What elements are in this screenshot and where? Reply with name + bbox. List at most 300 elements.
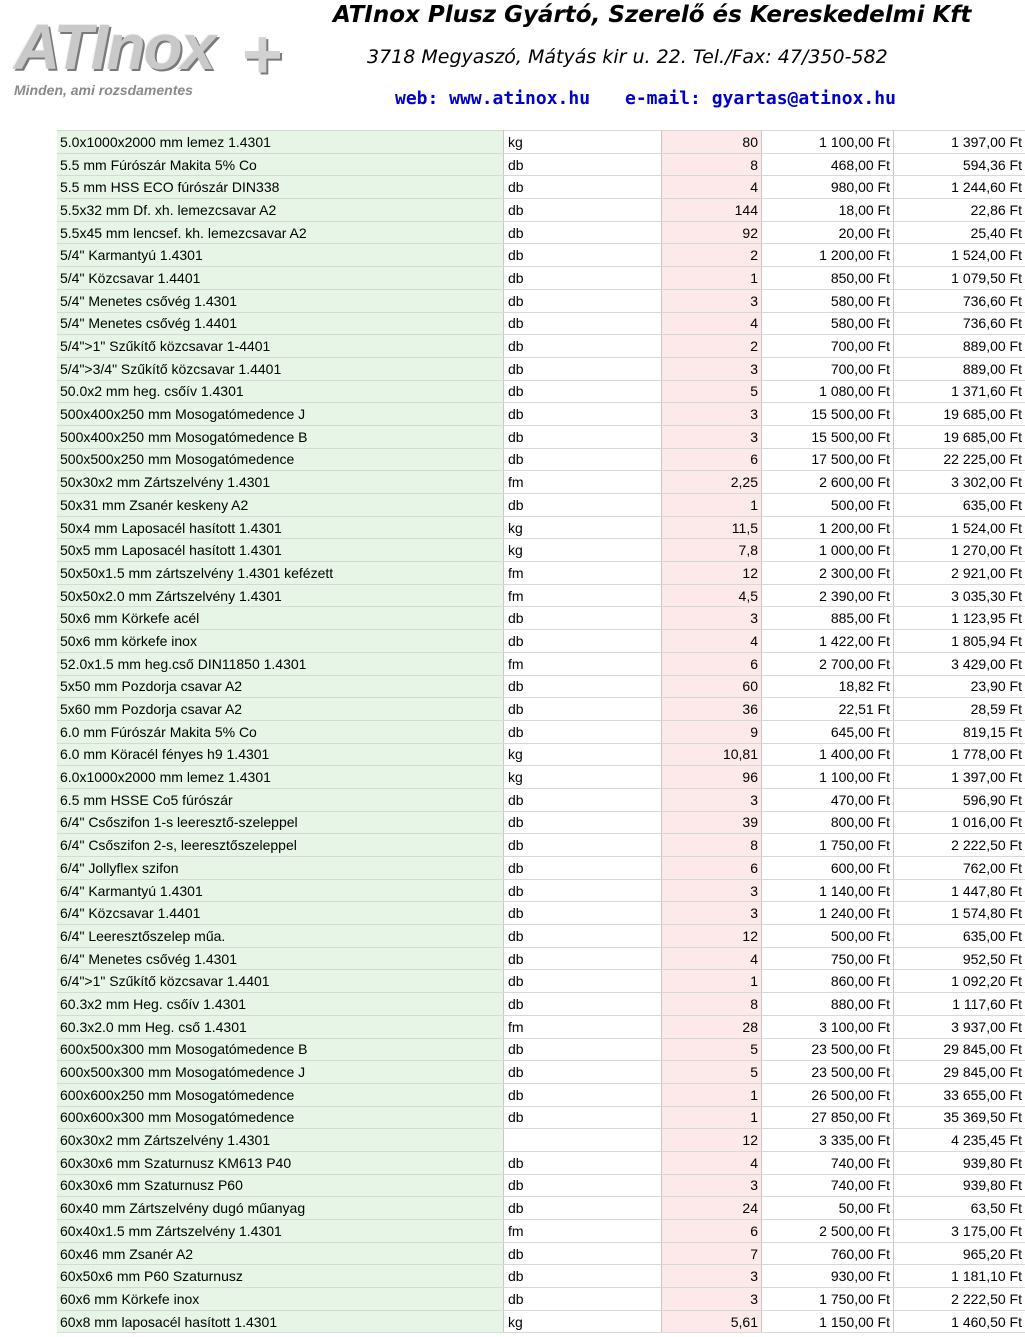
- product-name-cell: 50x30x2 mm Zártszelvény 1.4301: [57, 471, 504, 494]
- gross-price-cell: 22,86 Ft: [894, 199, 1025, 222]
- quantity-cell: 3: [662, 1265, 762, 1288]
- quantity-cell: 2: [662, 244, 762, 267]
- net-price-cell: 2 300,00 Ft: [762, 562, 894, 585]
- table-row: [57, 811, 1025, 834]
- quantity-cell: 4: [662, 1151, 762, 1174]
- product-name-cell: 50x5 mm Laposacél hasított 1.4301: [57, 539, 504, 562]
- quantity-cell: 5: [662, 380, 762, 403]
- quantity-cell: 9: [662, 720, 762, 743]
- product-name-cell: 500x400x250 mm Mosogatómedence J: [57, 403, 504, 426]
- table-row: [57, 380, 1025, 403]
- net-price-cell: 700,00 Ft: [762, 357, 894, 380]
- quantity-cell: 6: [662, 652, 762, 675]
- unit-cell: db: [504, 176, 662, 199]
- table-row: [57, 562, 1025, 585]
- quantity-cell: 80: [662, 131, 762, 154]
- table-row: [57, 675, 1025, 698]
- table-row: [57, 221, 1025, 244]
- gross-price-cell: 29 845,00 Ft: [894, 1061, 1025, 1084]
- quantity-cell: 8: [662, 834, 762, 857]
- net-price-cell: 23 500,00 Ft: [762, 1038, 894, 1061]
- gross-price-cell: 635,00 Ft: [894, 494, 1025, 517]
- table-row: [57, 766, 1025, 789]
- table-row: [57, 516, 1025, 539]
- quantity-cell: 92: [662, 221, 762, 244]
- net-price-cell: 750,00 Ft: [762, 947, 894, 970]
- product-name-cell: 5.5 mm HSS ECO fúrószár DIN338: [57, 176, 504, 199]
- unit-cell: db: [504, 1151, 662, 1174]
- quantity-cell: 144: [662, 199, 762, 222]
- table-row: [57, 857, 1025, 880]
- net-price-cell: 15 500,00 Ft: [762, 425, 894, 448]
- table-row: [57, 1265, 1025, 1288]
- website-link[interactable]: web: www.atinox.hu: [395, 88, 591, 109]
- quantity-cell: 3: [662, 879, 762, 902]
- quantity-cell: 4: [662, 947, 762, 970]
- net-price-cell: 600,00 Ft: [762, 857, 894, 880]
- unit-cell: db: [504, 1265, 662, 1288]
- product-name-cell: 6.0x1000x2000 mm lemez 1.4301: [57, 766, 504, 789]
- unit-cell: db: [504, 788, 662, 811]
- product-name-cell: 6.0 mm Fúrószár Makita 5% Co: [57, 720, 504, 743]
- net-price-cell: 26 500,00 Ft: [762, 1083, 894, 1106]
- quantity-cell: 6: [662, 857, 762, 880]
- unit-cell: db: [504, 698, 662, 721]
- gross-price-cell: 1 079,50 Ft: [894, 267, 1025, 290]
- gross-price-cell: 635,00 Ft: [894, 925, 1025, 948]
- gross-price-cell: 1 270,00 Ft: [894, 539, 1025, 562]
- product-name-cell: 60x6 mm Körkefe inox: [57, 1288, 504, 1311]
- net-price-cell: 3 335,00 Ft: [762, 1129, 894, 1152]
- net-price-cell: 885,00 Ft: [762, 607, 894, 630]
- product-name-cell: 6.5 mm HSSE Co5 fúrószár: [57, 788, 504, 811]
- gross-price-cell: 2 222,50 Ft: [894, 834, 1025, 857]
- net-price-cell: 1 080,00 Ft: [762, 380, 894, 403]
- gross-price-cell: 1 117,60 Ft: [894, 993, 1025, 1016]
- net-price-cell: 500,00 Ft: [762, 494, 894, 517]
- quantity-cell: 7,8: [662, 539, 762, 562]
- product-name-cell: 60x30x2 mm Zártszelvény 1.4301: [57, 1129, 504, 1152]
- table-row: [57, 902, 1025, 925]
- quantity-cell: 8: [662, 153, 762, 176]
- gross-price-cell: 952,50 Ft: [894, 947, 1025, 970]
- net-price-cell: 800,00 Ft: [762, 811, 894, 834]
- quantity-cell: 2,25: [662, 471, 762, 494]
- gross-price-cell: 736,60 Ft: [894, 289, 1025, 312]
- product-name-cell: 5.5x45 mm lencsef. kh. lemezcsavar A2: [57, 221, 504, 244]
- unit-cell: db: [504, 221, 662, 244]
- product-name-cell: 50x6 mm Körkefe acél: [57, 607, 504, 630]
- table-row: [57, 471, 1025, 494]
- unit-cell: db: [504, 675, 662, 698]
- quantity-cell: 4: [662, 630, 762, 653]
- unit-cell: db: [504, 993, 662, 1016]
- table-row: [57, 698, 1025, 721]
- table-row: [57, 1197, 1025, 1220]
- gross-price-cell: 1 244,60 Ft: [894, 176, 1025, 199]
- product-name-cell: 5x60 mm Pozdorja csavar A2: [57, 698, 504, 721]
- gross-price-cell: 762,00 Ft: [894, 857, 1025, 880]
- unit-cell: db: [504, 267, 662, 290]
- table-row: [57, 1083, 1025, 1106]
- product-name-cell: 500x500x250 mm Mosogatómedence: [57, 448, 504, 471]
- product-name-cell: 6/4">1" Szűkítő közcsavar 1.4401: [57, 970, 504, 993]
- unit-cell: db: [504, 630, 662, 653]
- quantity-cell: 12: [662, 925, 762, 948]
- quantity-cell: 1: [662, 267, 762, 290]
- product-name-cell: 6/4" Jollyflex szifon: [57, 857, 504, 880]
- net-price-cell: 1 140,00 Ft: [762, 879, 894, 902]
- gross-price-cell: 1 123,95 Ft: [894, 607, 1025, 630]
- net-price-cell: 645,00 Ft: [762, 720, 894, 743]
- net-price-cell: 1 422,00 Ft: [762, 630, 894, 653]
- product-name-cell: 5.5x32 mm Df. xh. lemezcsavar A2: [57, 199, 504, 222]
- gross-price-cell: 1 397,00 Ft: [894, 766, 1025, 789]
- quantity-cell: 12: [662, 1129, 762, 1152]
- net-price-cell: 850,00 Ft: [762, 267, 894, 290]
- table-row: [57, 494, 1025, 517]
- table-row: [57, 743, 1025, 766]
- net-price-cell: 1 100,00 Ft: [762, 131, 894, 154]
- gross-price-cell: 1 460,50 Ft: [894, 1310, 1025, 1333]
- unit-cell: db: [504, 947, 662, 970]
- table-row: [57, 788, 1025, 811]
- gross-price-cell: 23,90 Ft: [894, 675, 1025, 698]
- gross-price-cell: 2 222,50 Ft: [894, 1288, 1025, 1311]
- quantity-cell: 28: [662, 1015, 762, 1038]
- unit-cell: kg: [504, 516, 662, 539]
- unit-cell: db: [504, 244, 662, 267]
- unit-cell: kg: [504, 766, 662, 789]
- product-name-cell: 60x50x6 mm P60 Szaturnusz: [57, 1265, 504, 1288]
- table-row: [57, 1129, 1025, 1152]
- gross-price-cell: 1 524,00 Ft: [894, 516, 1025, 539]
- gross-price-cell: 1 181,10 Ft: [894, 1265, 1025, 1288]
- unit-cell: kg: [504, 131, 662, 154]
- product-name-cell: 60.3x2.0 mm Heg. cső 1.4301: [57, 1015, 504, 1038]
- table-row: [57, 947, 1025, 970]
- quantity-cell: 39: [662, 811, 762, 834]
- quantity-cell: 12: [662, 562, 762, 585]
- table-row: [57, 425, 1025, 448]
- logo-wordmark: ATInox: [14, 11, 215, 83]
- product-name-cell: 50x50x2.0 mm Zártszelvény 1.4301: [57, 584, 504, 607]
- net-price-cell: 2 390,00 Ft: [762, 584, 894, 607]
- gross-price-cell: 1 092,20 Ft: [894, 970, 1025, 993]
- table-row: [57, 153, 1025, 176]
- product-name-cell: 500x400x250 mm Mosogatómedence B: [57, 425, 504, 448]
- unit-cell: fm: [504, 652, 662, 675]
- unit-cell: db: [504, 494, 662, 517]
- unit-cell: db: [504, 380, 662, 403]
- net-price-cell: 22,51 Ft: [762, 698, 894, 721]
- quantity-cell: 6: [662, 448, 762, 471]
- quantity-cell: 1: [662, 1083, 762, 1106]
- net-price-cell: 930,00 Ft: [762, 1265, 894, 1288]
- unit-cell: db: [504, 925, 662, 948]
- table-row: [57, 720, 1025, 743]
- gross-price-cell: 889,00 Ft: [894, 357, 1025, 380]
- net-price-cell: 760,00 Ft: [762, 1242, 894, 1265]
- unit-cell: db: [504, 1174, 662, 1197]
- table-row: [57, 1310, 1025, 1333]
- net-price-cell: 1 750,00 Ft: [762, 1288, 894, 1311]
- logo-plus-sign: +: [242, 15, 283, 93]
- unit-cell: db: [504, 1038, 662, 1061]
- product-name-cell: 600x600x250 mm Mosogatómedence: [57, 1083, 504, 1106]
- quantity-cell: 4,5: [662, 584, 762, 607]
- gross-price-cell: 819,15 Ft: [894, 720, 1025, 743]
- gross-price-cell: 19 685,00 Ft: [894, 403, 1025, 426]
- unit-cell: kg: [504, 743, 662, 766]
- gross-price-cell: 965,20 Ft: [894, 1242, 1025, 1265]
- table-row: [57, 176, 1025, 199]
- unit-cell: fm: [504, 1015, 662, 1038]
- gross-price-cell: 1 524,00 Ft: [894, 244, 1025, 267]
- unit-cell: db: [504, 857, 662, 880]
- gross-price-cell: 29 845,00 Ft: [894, 1038, 1025, 1061]
- product-name-cell: 5/4" Menetes csővég 1.4401: [57, 312, 504, 335]
- product-name-cell: 60x30x6 mm Szaturnusz P60: [57, 1174, 504, 1197]
- table-row: [57, 652, 1025, 675]
- product-name-cell: 6/4" Közcsavar 1.4401: [57, 902, 504, 925]
- quantity-cell: 3: [662, 403, 762, 426]
- net-price-cell: 700,00 Ft: [762, 335, 894, 358]
- unit-cell: db: [504, 811, 662, 834]
- product-name-cell: 6/4" Csőszifon 2-s, leeresztőszeleppel: [57, 834, 504, 857]
- quantity-cell: 8: [662, 993, 762, 1016]
- unit-cell: db: [504, 902, 662, 925]
- gross-price-cell: 3 937,00 Ft: [894, 1015, 1025, 1038]
- product-name-cell: 50x50x1.5 mm zártszelvény 1.4301 kefézett: [57, 562, 504, 585]
- gross-price-cell: 1 447,80 Ft: [894, 879, 1025, 902]
- unit-cell: db: [504, 1197, 662, 1220]
- unit-cell: kg: [504, 1310, 662, 1333]
- quantity-cell: 24: [662, 1197, 762, 1220]
- gross-price-cell: 35 369,50 Ft: [894, 1106, 1025, 1129]
- table-row: [57, 131, 1025, 154]
- quantity-cell: 3: [662, 902, 762, 925]
- quantity-cell: 1: [662, 970, 762, 993]
- product-name-cell: 60x40 mm Zártszelvény dugó műanyag: [57, 1197, 504, 1220]
- unit-cell: fm: [504, 471, 662, 494]
- table-row: [57, 539, 1025, 562]
- net-price-cell: 740,00 Ft: [762, 1151, 894, 1174]
- table-row: [57, 607, 1025, 630]
- net-price-cell: 1 100,00 Ft: [762, 766, 894, 789]
- net-price-cell: 27 850,00 Ft: [762, 1106, 894, 1129]
- product-name-cell: 5/4">3/4" Szűkítő közcsavar 1.4401: [57, 357, 504, 380]
- net-price-cell: 980,00 Ft: [762, 176, 894, 199]
- company-name: ATInox Plusz Gyártó, Szerelő és Kereskedelmi Kft: [333, 2, 972, 28]
- table-row: [57, 630, 1025, 653]
- gross-price-cell: 1 574,80 Ft: [894, 902, 1025, 925]
- quantity-cell: 3: [662, 357, 762, 380]
- unit-cell: db: [504, 1106, 662, 1129]
- unit-cell: [504, 1129, 662, 1152]
- quantity-cell: 7: [662, 1242, 762, 1265]
- product-name-cell: 60x8 mm laposacél hasított 1.4301: [57, 1310, 504, 1333]
- unit-cell: db: [504, 153, 662, 176]
- unit-cell: db: [504, 720, 662, 743]
- gross-price-cell: 1 371,60 Ft: [894, 380, 1025, 403]
- table-row: [57, 357, 1025, 380]
- gross-price-cell: 28,59 Ft: [894, 698, 1025, 721]
- product-name-cell: 50.0x2 mm heg. csőív 1.4301: [57, 380, 504, 403]
- gross-price-cell: 63,50 Ft: [894, 1197, 1025, 1220]
- net-price-cell: 1 240,00 Ft: [762, 902, 894, 925]
- quantity-cell: 36: [662, 698, 762, 721]
- table-row: [57, 1015, 1025, 1038]
- net-price-cell: 2 500,00 Ft: [762, 1220, 894, 1243]
- product-name-cell: 5.0x1000x2000 mm lemez 1.4301: [57, 131, 504, 154]
- quantity-cell: 5,61: [662, 1310, 762, 1333]
- net-price-cell: 3 100,00 Ft: [762, 1015, 894, 1038]
- table-row: [57, 312, 1025, 335]
- gross-price-cell: 1 778,00 Ft: [894, 743, 1025, 766]
- table-row: [57, 244, 1025, 267]
- net-price-cell: 740,00 Ft: [762, 1174, 894, 1197]
- table-row: [57, 289, 1025, 312]
- gross-price-cell: 889,00 Ft: [894, 335, 1025, 358]
- unit-cell: db: [504, 879, 662, 902]
- net-price-cell: 2 600,00 Ft: [762, 471, 894, 494]
- unit-cell: db: [504, 1288, 662, 1311]
- product-name-cell: 60x30x6 mm Szaturnusz KM613 P40: [57, 1151, 504, 1174]
- product-name-cell: 50x6 mm körkefe inox: [57, 630, 504, 653]
- product-name-cell: 5/4" Közcsavar 1.4401: [57, 267, 504, 290]
- net-price-cell: 1 000,00 Ft: [762, 539, 894, 562]
- product-name-cell: 600x500x300 mm Mosogatómedence B: [57, 1038, 504, 1061]
- table-row: [57, 925, 1025, 948]
- gross-price-cell: 3 429,00 Ft: [894, 652, 1025, 675]
- net-price-cell: 50,00 Ft: [762, 1197, 894, 1220]
- net-price-cell: 18,00 Ft: [762, 199, 894, 222]
- quantity-cell: 60: [662, 675, 762, 698]
- net-price-cell: 2 700,00 Ft: [762, 652, 894, 675]
- unit-cell: fm: [504, 562, 662, 585]
- net-price-cell: 23 500,00 Ft: [762, 1061, 894, 1084]
- quantity-cell: 6: [662, 1220, 762, 1243]
- product-name-cell: 60.3x2 mm Heg. csőív 1.4301: [57, 993, 504, 1016]
- unit-cell: db: [504, 1061, 662, 1084]
- quantity-cell: 3: [662, 425, 762, 448]
- gross-price-cell: 3 175,00 Ft: [894, 1220, 1025, 1243]
- net-price-cell: 1 200,00 Ft: [762, 244, 894, 267]
- product-name-cell: 6/4" Leeresztőszelep műa.: [57, 925, 504, 948]
- product-name-cell: 52.0x1.5 mm heg.cső DIN11850 1.4301: [57, 652, 504, 675]
- unit-cell: db: [504, 970, 662, 993]
- unit-cell: fm: [504, 1220, 662, 1243]
- unit-cell: kg: [504, 539, 662, 562]
- table-row: [57, 970, 1025, 993]
- quantity-cell: 3: [662, 607, 762, 630]
- product-name-cell: 5/4" Karmantyú 1.4301: [57, 244, 504, 267]
- net-price-cell: 580,00 Ft: [762, 312, 894, 335]
- net-price-cell: 500,00 Ft: [762, 925, 894, 948]
- gross-price-cell: 3 035,30 Ft: [894, 584, 1025, 607]
- gross-price-cell: 939,80 Ft: [894, 1151, 1025, 1174]
- net-price-cell: 1 200,00 Ft: [762, 516, 894, 539]
- price-list-table: [57, 130, 1025, 1333]
- gross-price-cell: 33 655,00 Ft: [894, 1083, 1025, 1106]
- product-name-cell: 50x31 mm Zsanér keskeny A2: [57, 494, 504, 517]
- gross-price-cell: 4 235,45 Ft: [894, 1129, 1025, 1152]
- table-row: [57, 584, 1025, 607]
- table-row: [57, 1151, 1025, 1174]
- product-name-cell: 600x500x300 mm Mosogatómedence J: [57, 1061, 504, 1084]
- quantity-cell: 3: [662, 1288, 762, 1311]
- gross-price-cell: 25,40 Ft: [894, 221, 1025, 244]
- product-name-cell: 60x40x1.5 mm Zártszelvény 1.4301: [57, 1220, 504, 1243]
- quantity-cell: 11,5: [662, 516, 762, 539]
- table-row: [57, 993, 1025, 1016]
- product-name-cell: 6/4" Menetes csővég 1.4301: [57, 947, 504, 970]
- quantity-cell: 4: [662, 312, 762, 335]
- product-name-cell: 600x600x300 mm Mosogatómedence: [57, 1106, 504, 1129]
- quantity-cell: 3: [662, 289, 762, 312]
- net-price-cell: 470,00 Ft: [762, 788, 894, 811]
- email-link[interactable]: e-mail: gyartas@atinox.hu: [625, 88, 896, 109]
- quantity-cell: 1: [662, 1106, 762, 1129]
- quantity-cell: 1: [662, 494, 762, 517]
- table-row: [57, 199, 1025, 222]
- gross-price-cell: 736,60 Ft: [894, 312, 1025, 335]
- unit-cell: db: [504, 834, 662, 857]
- quantity-cell: 5: [662, 1038, 762, 1061]
- quantity-cell: 2: [662, 335, 762, 358]
- quantity-cell: 10,81: [662, 743, 762, 766]
- quantity-cell: 3: [662, 788, 762, 811]
- product-name-cell: 60x46 mm Zsanér A2: [57, 1242, 504, 1265]
- table-row: [57, 267, 1025, 290]
- gross-price-cell: 594,36 Ft: [894, 153, 1025, 176]
- gross-price-cell: 22 225,00 Ft: [894, 448, 1025, 471]
- gross-price-cell: 596,90 Ft: [894, 788, 1025, 811]
- gross-price-cell: 1 016,00 Ft: [894, 811, 1025, 834]
- product-name-cell: 5/4">1" Szűkítő közcsavar 1-4401: [57, 335, 504, 358]
- company-logo: [6, 8, 316, 108]
- unit-cell: db: [504, 199, 662, 222]
- gross-price-cell: 19 685,00 Ft: [894, 425, 1025, 448]
- net-price-cell: 1 150,00 Ft: [762, 1310, 894, 1333]
- table-row: [57, 834, 1025, 857]
- net-price-cell: 1 400,00 Ft: [762, 743, 894, 766]
- table-row: [57, 1220, 1025, 1243]
- gross-price-cell: 939,80 Ft: [894, 1174, 1025, 1197]
- unit-cell: db: [504, 448, 662, 471]
- table-row: [57, 448, 1025, 471]
- product-name-cell: 6/4" Karmantyú 1.4301: [57, 879, 504, 902]
- net-price-cell: 468,00 Ft: [762, 153, 894, 176]
- unit-cell: db: [504, 425, 662, 448]
- unit-cell: fm: [504, 584, 662, 607]
- unit-cell: db: [504, 607, 662, 630]
- table-row: [57, 335, 1025, 358]
- net-price-cell: 18,82 Ft: [762, 675, 894, 698]
- net-price-cell: 17 500,00 Ft: [762, 448, 894, 471]
- table-row: [57, 1242, 1025, 1265]
- unit-cell: db: [504, 357, 662, 380]
- table-row: [57, 1288, 1025, 1311]
- net-price-cell: 20,00 Ft: [762, 221, 894, 244]
- table-row: [57, 879, 1025, 902]
- quantity-cell: 4: [662, 176, 762, 199]
- unit-cell: db: [504, 1083, 662, 1106]
- unit-cell: db: [504, 335, 662, 358]
- letterhead: [0, 0, 972, 126]
- gross-price-cell: 1 805,94 Ft: [894, 630, 1025, 653]
